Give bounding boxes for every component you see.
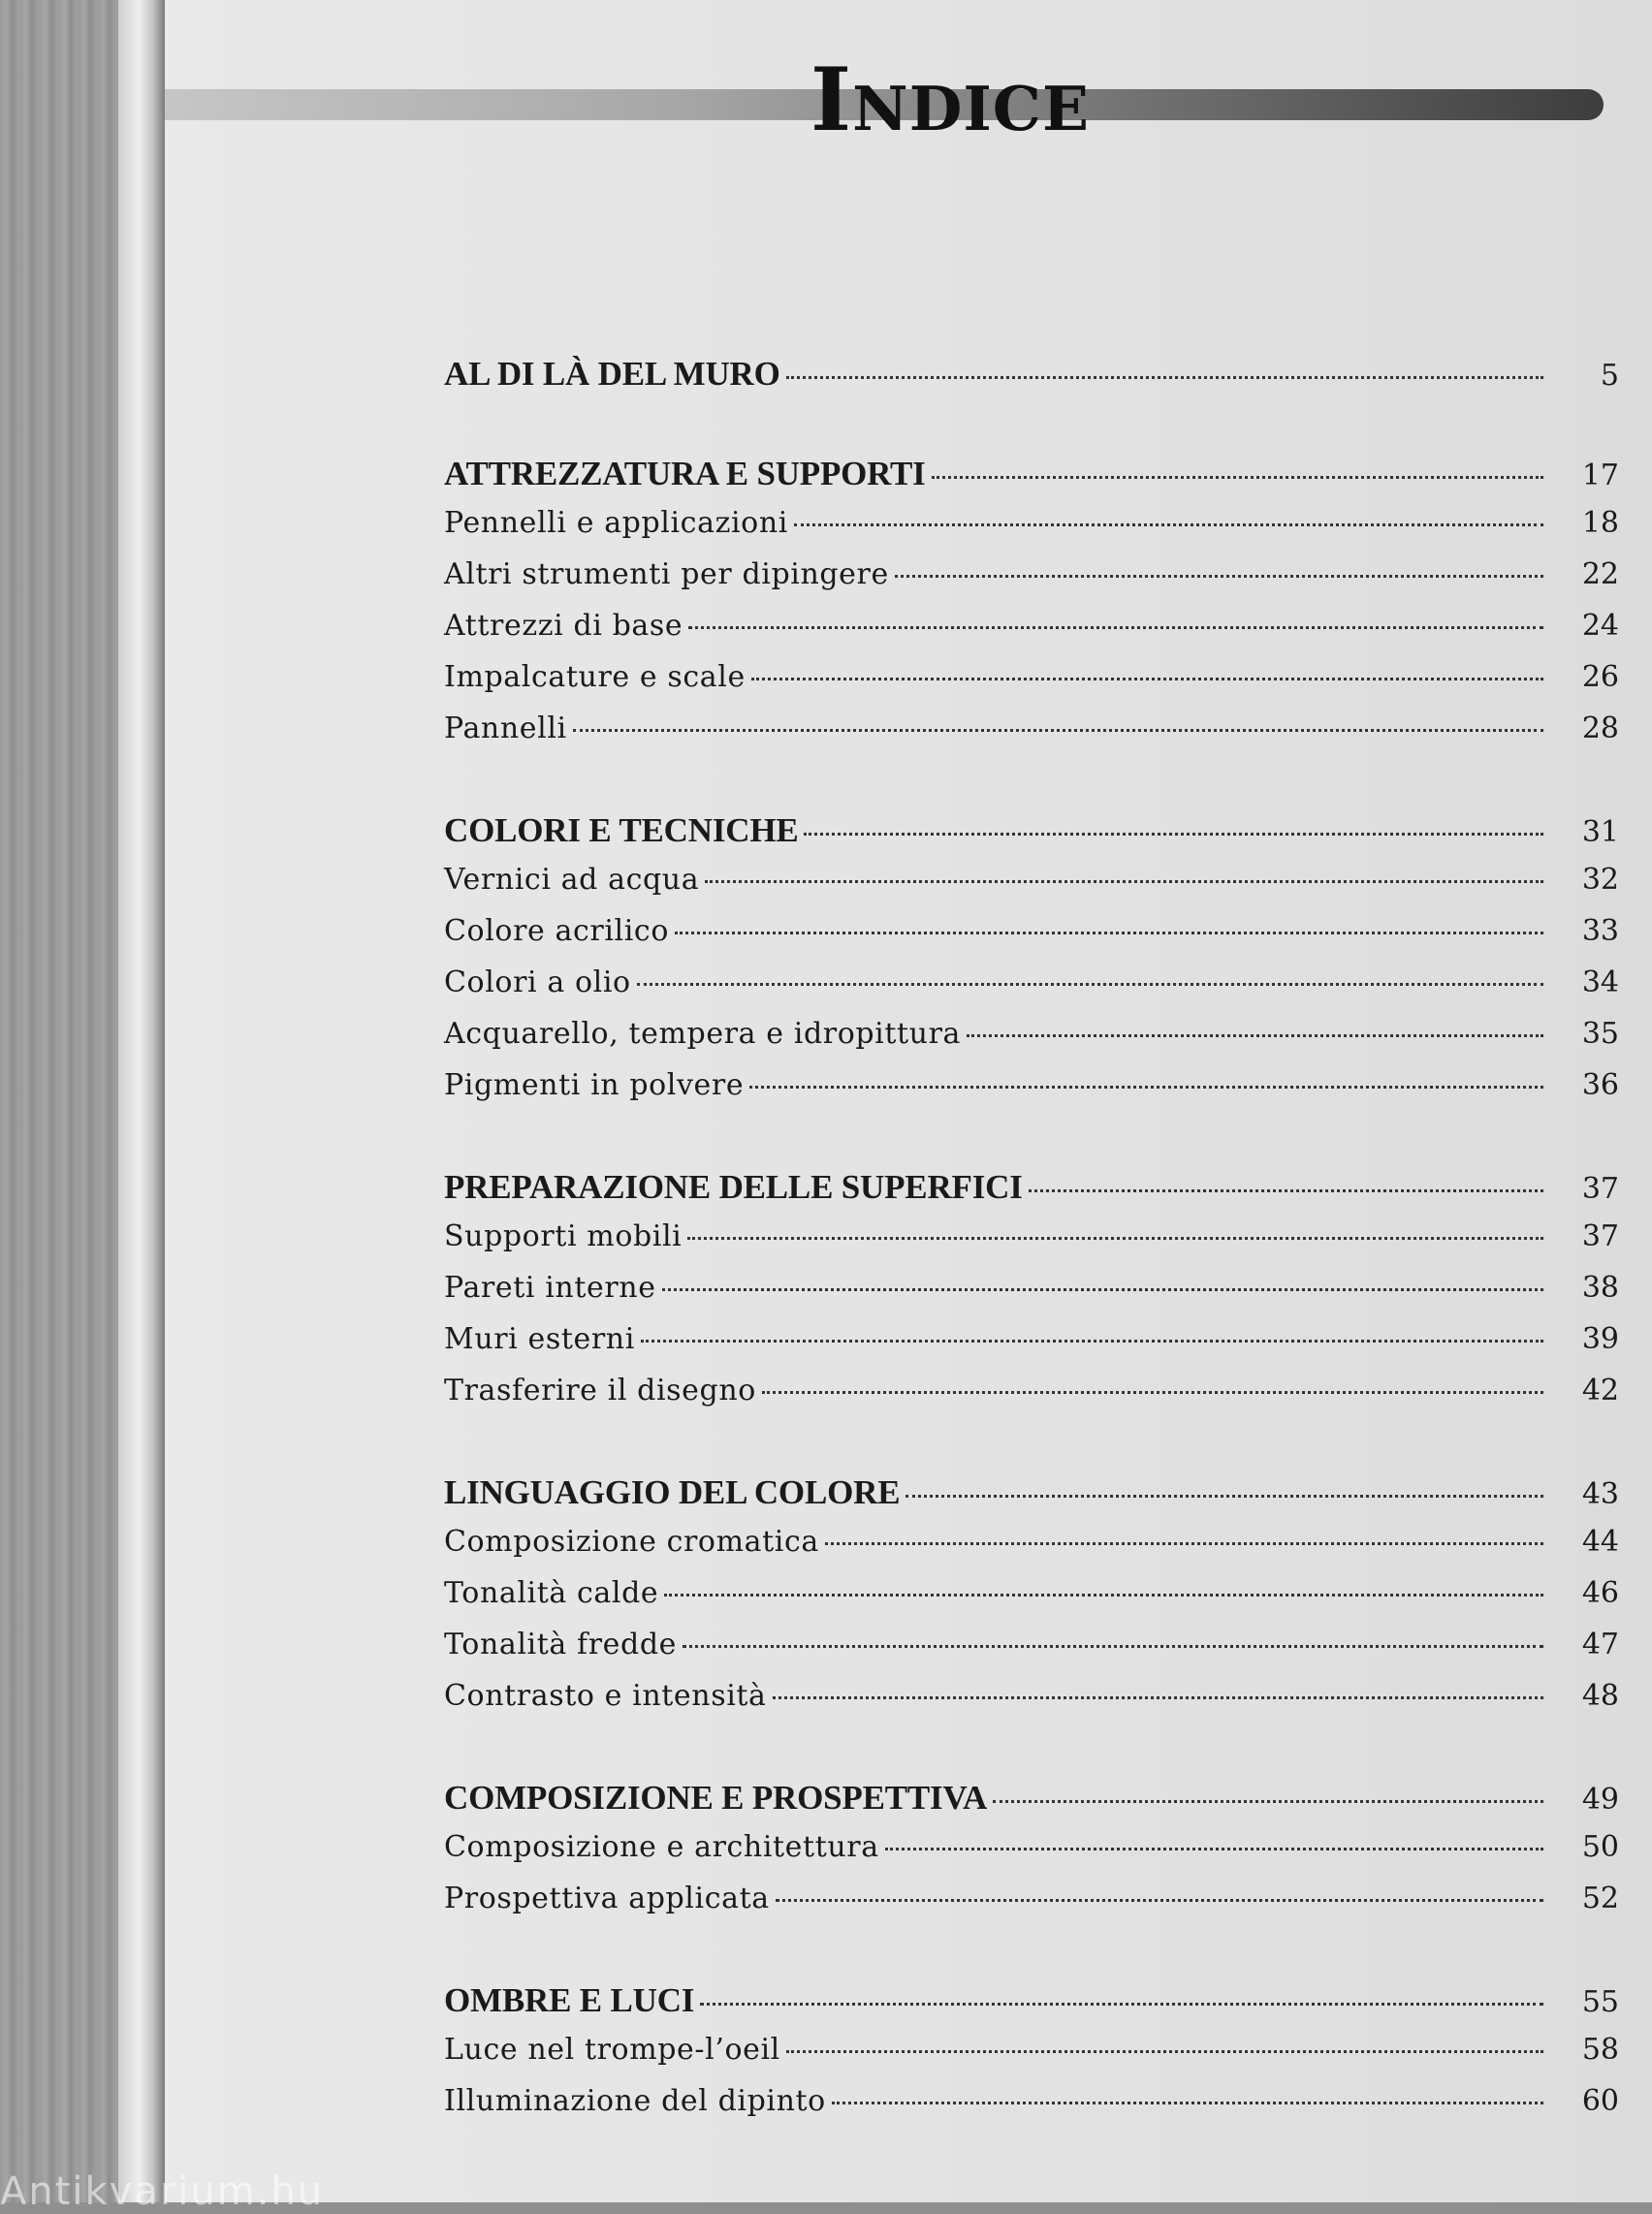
toc-page-number: 28: [1581, 712, 1619, 745]
toc-entry-title: Composizione cromatica: [444, 1525, 819, 1559]
toc-page-number: 34: [1581, 965, 1619, 999]
dot-leader: [895, 575, 1543, 578]
toc-page-number: 33: [1581, 914, 1619, 948]
toc-entry: [444, 2084, 1619, 2135]
toc-entry-title: Muri esterni: [444, 1322, 635, 1356]
toc-section-heading: [444, 1981, 1619, 2033]
toc-entry-title: Impalcature e scale: [444, 660, 746, 694]
toc-entry: [444, 1068, 1619, 1120]
toc-entry-title: Contrasto e intensità: [444, 1679, 767, 1713]
toc-section-heading: [444, 1779, 1619, 1830]
toc-entry: [444, 1628, 1619, 1679]
toc-entry: [444, 1017, 1619, 1068]
toc-entry-title: Prospettiva applicata: [444, 1882, 770, 1915]
dot-leader: [573, 729, 1543, 732]
toc-page-number: 39: [1581, 1322, 1619, 1356]
dot-leader: [641, 1340, 1543, 1343]
book-page: [165, 0, 1652, 2202]
toc-page-number: 31: [1581, 815, 1619, 849]
toc-entry: [444, 914, 1619, 965]
toc-entry: [444, 1322, 1619, 1374]
toc-entry: [444, 1525, 1619, 1576]
toc-section: [444, 811, 1619, 1120]
toc-entry: [444, 1576, 1619, 1628]
watermark-text: Antikvarium.hu: [0, 2169, 325, 2214]
toc-page-number: 35: [1581, 1017, 1619, 1051]
dot-leader: [637, 983, 1543, 986]
toc-entry-title: Attrezzi di base: [444, 609, 683, 643]
toc-entry: [444, 712, 1619, 763]
toc-entry-title: Tonalità calde: [444, 1576, 659, 1610]
dot-leader: [762, 1391, 1543, 1394]
toc-section-heading: [444, 1473, 1619, 1525]
toc-entry-title: Trasferire il disegno: [444, 1374, 756, 1407]
desk-background: [0, 0, 136, 2202]
dot-leader: [664, 1594, 1543, 1597]
toc-entry: [444, 557, 1619, 609]
toc-entry-title: PREPARAZIONE DELLE SUPERFICI: [444, 1168, 1023, 1206]
toc-entry-title: Pennelli e applicazioni: [444, 506, 788, 540]
toc-page-number: 32: [1581, 863, 1619, 897]
dot-leader: [1029, 1189, 1543, 1192]
dot-leader: [825, 1542, 1543, 1545]
toc-entry-title: Vernici ad acqua: [444, 863, 700, 897]
toc-section: [444, 1473, 1619, 1730]
dot-leader: [932, 476, 1543, 479]
toc-entry-title: Pareti interne: [444, 1271, 656, 1305]
toc-page-number: 36: [1581, 1068, 1619, 1102]
toc-page-number: 44: [1581, 1525, 1619, 1559]
toc-entry-title: Illuminazione del dipinto: [444, 2084, 826, 2118]
dot-leader: [804, 833, 1543, 836]
toc-page-number: 49: [1581, 1783, 1619, 1817]
toc-section-heading: [444, 355, 1619, 406]
toc-page-number: 58: [1581, 2033, 1619, 2067]
toc-entry: [444, 863, 1619, 914]
toc-page-number: 50: [1581, 1830, 1619, 1864]
toc-section: [444, 1981, 1619, 2135]
toc-page-number: 48: [1581, 1679, 1619, 1713]
toc-page-number: 52: [1581, 1882, 1619, 1915]
toc-entry-title: Composizione e architettura: [444, 1830, 879, 1864]
dot-leader: [776, 1899, 1543, 1902]
toc-entry-title: Colori a olio: [444, 965, 631, 999]
toc-entry-title: Pannelli: [444, 712, 567, 745]
toc-entry: [444, 1830, 1619, 1882]
toc-section-heading: [444, 455, 1619, 506]
toc-entry-title: LINGUAGGIO DEL COLORE: [444, 1473, 901, 1511]
dot-leader: [885, 1848, 1543, 1850]
book-spine-edge: [118, 0, 165, 2202]
toc-page-number: 46: [1581, 1576, 1619, 1610]
dot-leader: [773, 1696, 1543, 1699]
table-of-contents: [444, 355, 1619, 2184]
toc-entry-title: Tonalità fredde: [444, 1628, 677, 1661]
dot-leader: [688, 626, 1543, 629]
toc-page-number: 26: [1581, 660, 1619, 694]
toc-page-number: 60: [1581, 2084, 1619, 2118]
toc-page-number: 5: [1600, 359, 1619, 393]
toc-entry-title: Luce nel trompe-l’oeil: [444, 2033, 780, 2067]
toc-entry-title: ATTREZZATURA E SUPPORTI: [444, 455, 926, 492]
toc-page-number: 42: [1581, 1374, 1619, 1407]
toc-page-number: 18: [1581, 506, 1619, 540]
dot-leader: [687, 1237, 1543, 1240]
toc-entry-title: OMBRE E LUCI: [444, 1981, 695, 2019]
toc-page-number: 47: [1581, 1628, 1619, 1661]
page-title: Indice: [810, 48, 1090, 151]
toc-page-number: 38: [1581, 1271, 1619, 1305]
toc-entry: [444, 2033, 1619, 2084]
toc-entry: [444, 965, 1619, 1017]
dot-leader: [749, 1086, 1543, 1089]
dot-leader: [662, 1288, 1543, 1291]
toc-section-heading: [444, 811, 1619, 863]
toc-entry-title: Supporti mobili: [444, 1219, 683, 1253]
toc-entry-title: COLORI E TECNICHE: [444, 811, 799, 849]
dot-leader: [967, 1034, 1543, 1037]
toc-entry-title: Colore acrilico: [444, 914, 669, 948]
toc-entry: [444, 1679, 1619, 1730]
toc-page-number: 17: [1581, 459, 1619, 492]
toc-section: [444, 1779, 1619, 1933]
toc-entry-title: Altri strumenti per dipingere: [444, 557, 889, 591]
toc-entry: [444, 1374, 1619, 1425]
dot-leader: [832, 2102, 1543, 2104]
toc-entry-title: Pigmenti in polvere: [444, 1068, 745, 1102]
dot-leader: [751, 678, 1543, 680]
dot-leader: [993, 1800, 1543, 1803]
dot-leader: [786, 2050, 1543, 2053]
toc-page-number: 37: [1581, 1219, 1619, 1253]
toc-section: [444, 1168, 1619, 1425]
toc-page-number: 22: [1581, 557, 1619, 591]
toc-entry: [444, 1219, 1619, 1271]
toc-page-number: 55: [1581, 1985, 1619, 2019]
toc-page-number: 24: [1581, 609, 1619, 643]
toc-entry: [444, 506, 1619, 557]
toc-entry: [444, 1271, 1619, 1322]
dot-leader: [700, 2003, 1543, 2006]
toc-page-number: 43: [1581, 1477, 1619, 1511]
toc-section: [444, 355, 1619, 406]
dot-leader: [786, 376, 1543, 379]
dot-leader: [675, 932, 1543, 934]
toc-entry-title: Acquarello, tempera e idropittura: [444, 1017, 962, 1051]
toc-entry: [444, 1882, 1619, 1933]
dot-leader: [794, 523, 1543, 526]
dot-leader: [705, 880, 1543, 883]
toc-entry-title: COMPOSIZIONE E PROSPETTIVA: [444, 1779, 988, 1817]
toc-entry: [444, 660, 1619, 712]
toc-page-number: 37: [1581, 1172, 1619, 1206]
toc-section-heading: [444, 1168, 1619, 1219]
toc-entry-title: AL DI LÀ DEL MURO: [444, 355, 780, 393]
toc-section: [444, 455, 1619, 763]
dot-leader: [683, 1645, 1543, 1648]
dot-leader: [905, 1495, 1543, 1498]
toc-entry: [444, 609, 1619, 660]
